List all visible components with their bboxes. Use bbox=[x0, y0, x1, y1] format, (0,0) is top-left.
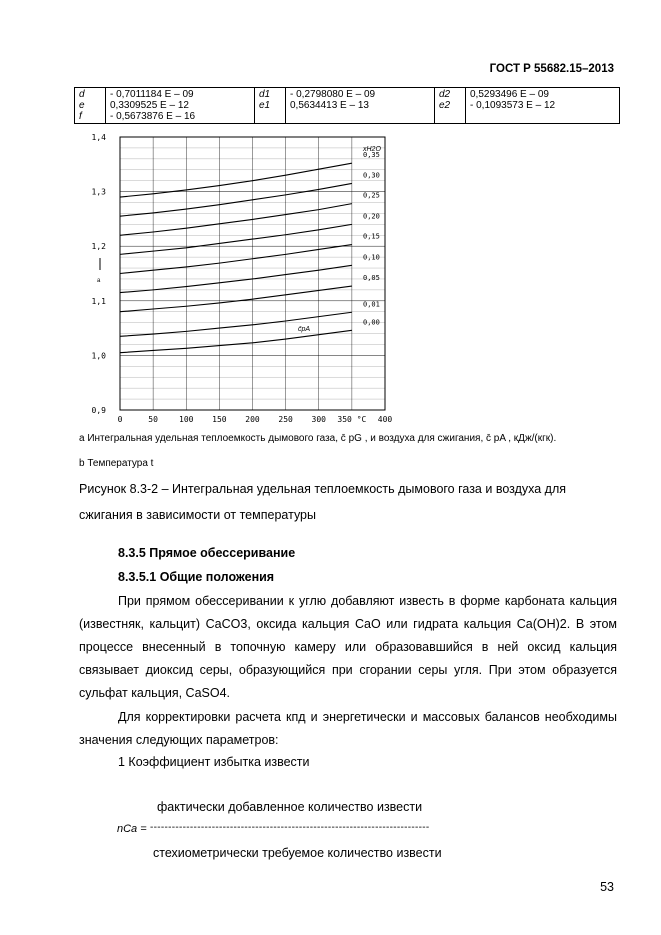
figure-caption: Рисунок 8.3-2 – Интегральная удельная теплоемкость дымового газа и воздуха для сжигания в зависимости от температуры bbox=[79, 482, 567, 522]
list-item-1: 1 Коэффициент избытка извести bbox=[118, 755, 310, 769]
x-tick-label: 100 bbox=[179, 415, 194, 424]
standard-number: ГОСТ Р 55682.15–2013 bbox=[489, 63, 614, 75]
series-label: 0,15 bbox=[363, 232, 380, 241]
series-label: 0,00 bbox=[363, 318, 380, 327]
legend-header: xH2O bbox=[363, 146, 381, 153]
x-tick-label: 0 bbox=[117, 415, 123, 424]
x-tick-label: 250 bbox=[278, 415, 293, 424]
series-line bbox=[120, 183, 352, 216]
coef-symbols-2: d1 e1 bbox=[255, 88, 286, 124]
series-label: 0,05 bbox=[363, 274, 380, 283]
y-tick-label: 1,0 bbox=[91, 351, 106, 361]
subsection-heading: 8.3.5.1 Общие положения bbox=[118, 570, 275, 584]
formula-fraction-bar: ----------------------------------------------------------------------------- bbox=[150, 822, 430, 833]
paragraph-2: Для корректировки расчета кпд и энергетически и массовых балансов необходимы значения следующих параметров: bbox=[79, 710, 617, 747]
chart-annotation: c̄pA bbox=[298, 326, 311, 334]
coefficient-table bbox=[74, 87, 620, 124]
x-tick-label: 150 bbox=[212, 415, 227, 424]
heat-capacity-chart bbox=[80, 130, 410, 430]
note-b: b Температура t bbox=[79, 458, 154, 469]
section-heading: 8.3.5 Прямое обессеривание bbox=[118, 546, 296, 560]
y-tick-label: 0,9 bbox=[91, 406, 106, 415]
x-tick-label: 50 bbox=[148, 415, 158, 424]
coef-values-3: 0,5293496 E – 09 - 0,1093573 E – 12 bbox=[466, 88, 620, 124]
x-tick-label: 350 °C bbox=[337, 415, 367, 424]
series-label: 0,30 bbox=[363, 171, 380, 180]
x-tick-label: 200 bbox=[245, 415, 260, 424]
paragraph-1: При прямом обессеривании к углю добавляют известь в форме карбоната кальция (известняк, кальцит) CaCO3, оксида кальция CaO или гидрата кальция Ca(OH)2. В этом процессе внесенный в топочную камеру или образовавшийся в ней оксид кальция связывает диоксид серы, образующийся при сгорании серы угля. При этом образуется сульфат кальция, CaSO4. bbox=[79, 594, 617, 700]
series-label: 0,25 bbox=[363, 191, 380, 200]
coef-values-2: - 0,2798080 E – 09 0,5634413 E – 13 bbox=[286, 88, 435, 124]
series-label: 0,01 bbox=[363, 300, 380, 309]
coef-symbols-3: d2 e2 bbox=[435, 88, 466, 124]
coef-values-1: - 0,7011184 E – 09 0,3309525 E – 12 - 0,5673876 E – 16 bbox=[106, 88, 255, 124]
x-tick-label: 400 bbox=[377, 415, 393, 424]
note-a: a Интегральная удельная теплоемкость дымового газа, c̄ pG , и воздуха для сжигания, c̄ pA , кДж/(кгк). bbox=[79, 433, 557, 444]
coef-symbols-1: d e f bbox=[75, 88, 106, 124]
y-tick-label: 1,4 bbox=[91, 133, 106, 142]
page-number: 53 bbox=[600, 880, 614, 894]
formula-denominator: стехиометрически требуемое количество извести bbox=[153, 846, 442, 860]
series-label: 0,20 bbox=[363, 212, 380, 221]
series-line bbox=[120, 245, 352, 274]
series-label: 0,10 bbox=[363, 253, 380, 262]
y-tick-label: 1,1 bbox=[91, 296, 106, 306]
y-tick-label: 1,2 bbox=[91, 242, 106, 252]
series-line bbox=[120, 163, 352, 197]
y-axis-label: a bbox=[97, 278, 101, 284]
y-tick-label: 1,3 bbox=[91, 187, 106, 197]
formula-numerator: фактически добавленное количество извести bbox=[157, 800, 423, 814]
x-tick-label: 300 bbox=[311, 415, 326, 424]
series-line bbox=[120, 312, 352, 336]
series-label: 0,35 bbox=[363, 151, 380, 160]
formula-lhs: nCa = bbox=[117, 823, 147, 835]
